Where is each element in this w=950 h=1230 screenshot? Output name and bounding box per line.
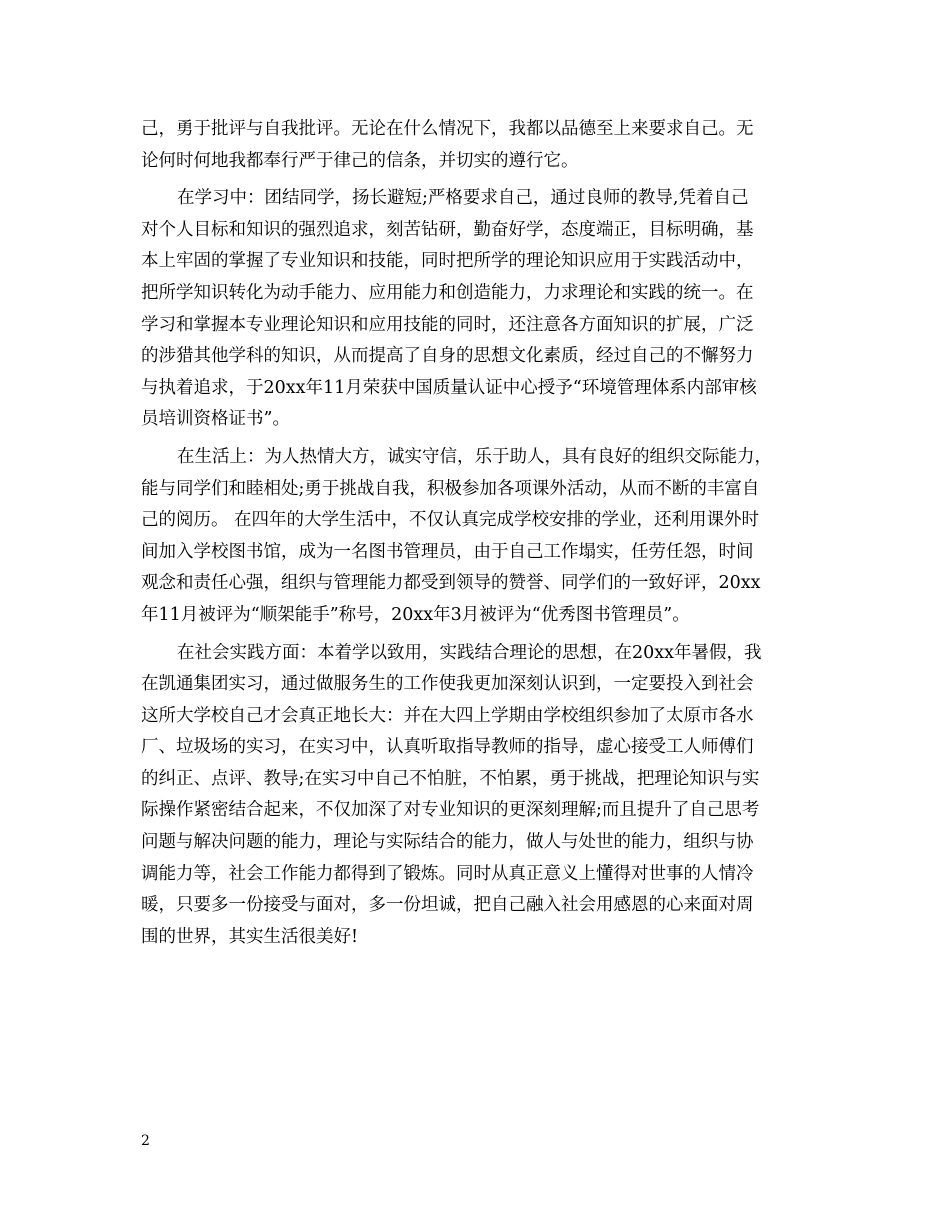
text-line: 学习和掌握本专业理论知识和应用技能的同时，还注意各方面知识的扩展，广泛	[141, 314, 754, 335]
text-line: 的涉猎其他学科的知识，从而提高了自身的思想文化素质，经过自己的不懈努力	[141, 346, 754, 367]
text-line: 间加入学校图书馆，成为一名图书管理员，由于自己工作塌实，任劳任怨，时间	[141, 541, 754, 562]
text-line: 这所大学校自己才会真正地长大：并在大四上学期由学校组织参加了太原市各水	[141, 705, 754, 726]
paragraph	[141, 114, 809, 177]
text-line: 把所学知识转化为动手能力、应用能力和创造能力，力求理论和实践的统一。在	[141, 282, 754, 303]
text-line: 在社会实践方面：本着学以致用，实践结合理论的思想，在20xx年暑假，我	[177, 642, 762, 663]
text-line: 的纠正、点评、教导;在实习中自己不怕脏，不怕累，勇于挑战，把理论知识与实	[141, 768, 760, 789]
paragraph	[141, 638, 809, 954]
text-line: 能与同学们和睦相处;勇于挑战自我，积极参加各项课外活动，从而不断的丰富自	[141, 478, 760, 499]
text-line: 问题与解决问题的能力，理论与实际结合的能力，做人与处世的能力，组织与协	[141, 832, 754, 853]
text-line: 在学习中：团结同学，扬长避短;严格要求自己，通过良师的教导,凭着自己	[177, 188, 749, 209]
text-line: 己，勇于批评与自我批评。无论在什么情况下，我都以品德至上来要求自己。无	[141, 119, 754, 139]
text-line: 己的阅历。 在四年的大学生活中，不仅认真完成学校安排的学业，还利用课外时	[141, 510, 760, 531]
page-number: 2	[141, 1133, 150, 1149]
text-line: 围的世界，其实生活很美好!	[141, 926, 359, 947]
text-line: 厂、垃圾场的实习，在实习中，认真听取指导教师的指导，虚心接受工人师傅们	[141, 737, 754, 758]
text-line: 调能力等，社会工作能力都得到了锻炼。同时从真正意义上懂得对世事的人情冷	[141, 863, 754, 884]
text-line: 员培训资格证书”。	[141, 409, 290, 430]
text-line: 际操作紧密结合起来，不仅加深了对专业知识的更深刻理解;而且提升了自己思考	[141, 800, 760, 821]
text-line: 在生活上：为人热情大方，诚实守信，乐于助人，具有良好的组织交际能力，	[177, 446, 772, 467]
document-body	[141, 114, 809, 953]
text-line: 在凯通集团实习，通过做服务生的工作使我更加深刻认识到，一定要投入到社会	[141, 674, 754, 695]
text-line: 与执着追求，于20xx年11月荣获中国质量认证中心授予“环境管理体系内部审核	[141, 377, 757, 398]
text-line: 观念和责任心强，组织与管理能力都受到领导的赞誉、同学们的一致好评，20xx	[141, 573, 761, 594]
paragraph	[141, 183, 809, 436]
text-line: 论何时何地我都奉行严于律己的信条，并切实的遵行它。	[141, 150, 579, 171]
paragraph	[141, 442, 809, 632]
text-line: 年11月被评为“顺架能手”称号，20xx年3月被评为“优秀图书管理员”。	[141, 604, 690, 625]
text-line: 对个人目标和知识的强烈追求，刻苦钻研，勤奋好学，态度端正，目标明确，基	[141, 219, 754, 240]
text-line: 暖，只要多一份接受与面对，多一份坦诚，把自己融入社会用感恩的心来面对周	[141, 895, 754, 916]
text-line: 本上牢固的掌握了专业知识和技能，同时把所学的理论知识应用于实践活动中，	[141, 251, 754, 272]
